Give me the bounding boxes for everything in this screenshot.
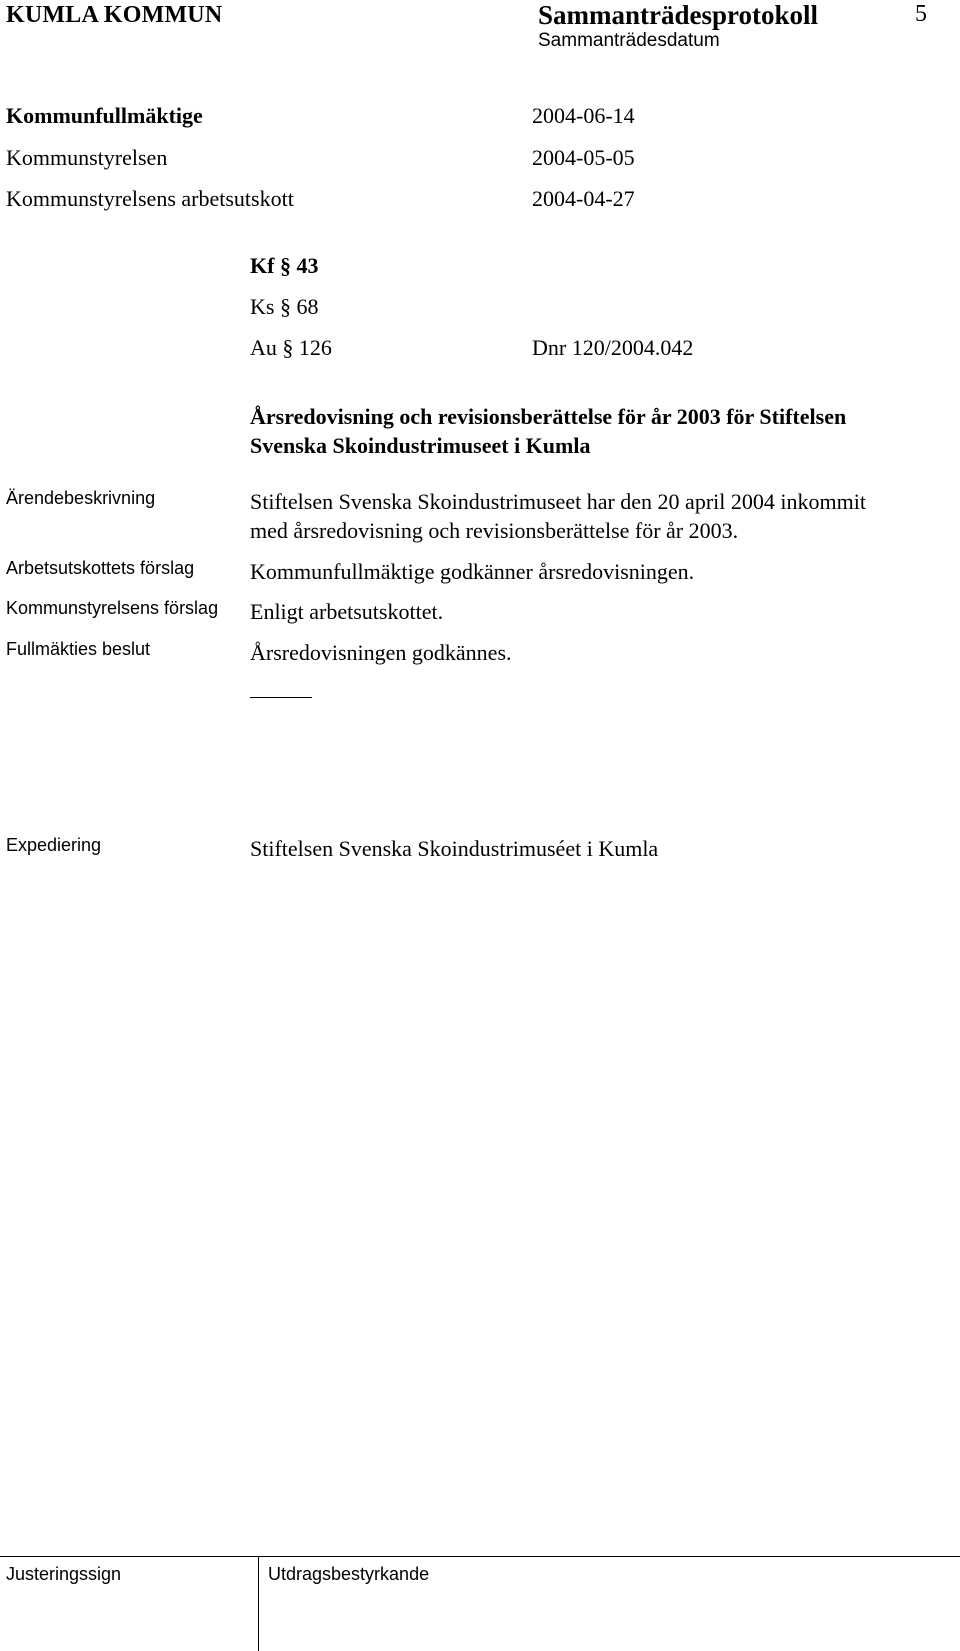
decision-text: Årsredovisningen godkännes. (250, 640, 512, 665)
description-line1: Stiftelsen Svenska Skoindustrimuseet har den 20 april 2004 inkommit (250, 489, 866, 514)
item-heading-line1: Årsredovisning och revisionsberättelse för år 2003 för Stiftelsen (250, 404, 847, 429)
paragraph-au-prefix: Au (250, 335, 277, 360)
section-sign: § (282, 335, 294, 360)
meeting-date-label: Sammanträdesdatum (538, 30, 720, 51)
diary-number: Dnr 120/2004.042 (532, 335, 694, 360)
municipality-name: KUMLA KOMMUN (6, 2, 223, 28)
meeting-date-ks: 2004-05-05 (532, 145, 635, 170)
au-proposal-text: Kommunfullmäktige godkänner årsredovisningen. (250, 559, 695, 584)
item-heading-line2: Svenska Skoindustrimuseet i Kumla (250, 433, 591, 458)
paragraph-ks-number: 68 (296, 294, 319, 319)
paragraph-kf (250, 253, 318, 279)
paragraph-ks (250, 294, 318, 320)
footer-rule (0, 1556, 960, 1557)
meeting-date-au: 2004-04-27 (532, 186, 635, 211)
label-ks-proposal: Kommunstyrelsens förslag (6, 598, 219, 618)
end-rule (250, 697, 312, 698)
ks-proposal-text: Enligt arbetsutskottet. (250, 599, 444, 624)
label-decision: Fullmäkties beslut (6, 639, 151, 659)
meeting-date-kf: 2004-06-14 (532, 103, 635, 128)
paragraph-au (250, 335, 332, 361)
paragraph-au-number: 126 (298, 335, 332, 360)
paragraph-ks-prefix: Ks (250, 294, 275, 319)
section-sign: § (279, 294, 291, 319)
page-number: 5 (915, 1, 927, 27)
expediering-recipient: Stiftelsen Svenska Skoindustrimuséet i Kumla (250, 836, 659, 861)
meeting-body-kf: Kommunfullmäktige (6, 103, 203, 128)
footer-utdrag: Utdragsbestyrkande (268, 1564, 430, 1584)
paragraph-kf-number: 43 (296, 253, 319, 278)
label-au-proposal: Arbetsutskottets förslag (6, 558, 195, 578)
paragraph-kf-prefix: Kf (250, 253, 275, 278)
meeting-body-au: Kommunstyrelsens arbetsutskott (6, 186, 294, 211)
section-sign: § (279, 253, 291, 278)
description-line2: med årsredovisning och revisionsberättelse för år 2003. (250, 518, 739, 543)
label-arendebeskrivning: Ärendebeskrivning (6, 488, 156, 508)
footer-divider (258, 1556, 259, 1651)
label-expediering: Expediering (6, 835, 102, 855)
document-title: Sammanträdesprotokoll (538, 0, 819, 30)
meeting-body-ks: Kommunstyrelsen (6, 145, 168, 170)
footer-justering: Justeringssign (6, 1564, 122, 1584)
